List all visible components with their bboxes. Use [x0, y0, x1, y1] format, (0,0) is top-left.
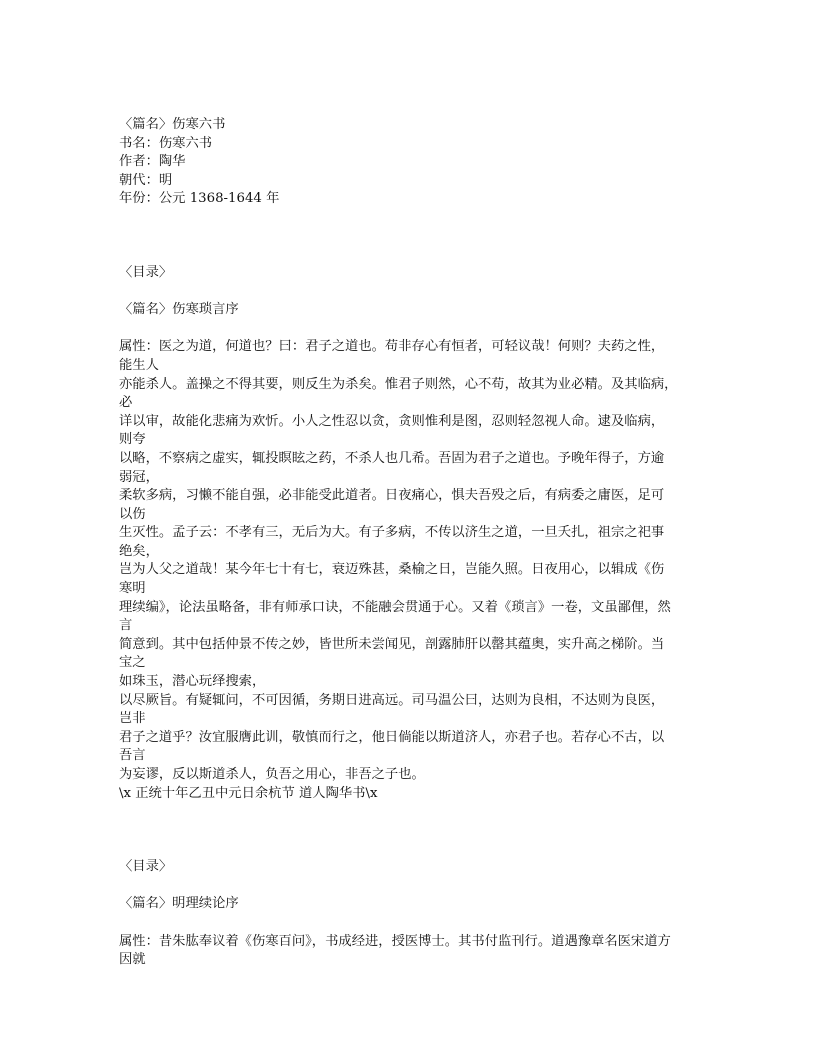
toc-heading: 〈目录〉	[119, 859, 173, 875]
text-line: 属性：昔朱肱奉议着《伤寒百问》，书成经进，授医博士。其书付监刊行。道遇豫章名医宋道方	[119, 933, 671, 949]
text-line: 岂为人父之道哉！某今年七十有七，衰迈殊甚，桑榆之日，岂能久照。日夜用心，以辑成《伤	[119, 562, 665, 578]
text-line: 则夸	[119, 432, 146, 448]
signature-line: \x 正统十年乙丑中元日余杭节 道人陶华书\x	[119, 785, 378, 801]
text-line: 吾言	[119, 748, 146, 764]
years: 年份：公元 1368-1644 年	[119, 191, 280, 207]
text-line: 以尽厥旨。有疑辄问，不可因循，务期日进高远。司马温公曰，达则为良相，不达则为良医，	[119, 692, 665, 708]
book-name: 书名：伤寒六书	[119, 135, 213, 151]
text-line: 简意到。其中包括仲景不传之妙，皆世所未尝闻见，剖露肺肝以罄其蕴奥，实升高之梯阶。当	[119, 636, 665, 652]
toc-heading: 〈目录〉	[119, 264, 173, 280]
preface-body-2	[119, 933, 699, 970]
text-line: 弱冠，	[119, 469, 159, 485]
text-line: 生灭性。孟子云：不孝有三，无后为大。有子多病，不传以济生之道，一旦夭扎，祖宗之祀事	[119, 525, 665, 541]
section-title: 〈篇名〉伤寒琐言序	[119, 302, 239, 318]
section-title: 〈篇名〉明理续论序	[119, 896, 239, 912]
text-line: 如珠玉，潜心玩绎搜索，	[119, 674, 266, 690]
text-line: 因就	[119, 952, 146, 968]
text-line: 以伤	[119, 506, 146, 522]
piece-name: 〈篇名〉伤寒六书	[119, 117, 226, 132]
text-line: 以略，不察病之虚实，辄投瞑眩之药，不杀人也几希。吾固为君子之道也。予晚年得子，方逾	[119, 450, 665, 466]
text-line: 言	[119, 618, 133, 634]
document-page	[119, 116, 699, 970]
preface-body	[119, 338, 699, 803]
text-line: 柔软多病，习懒不能自强，必非能受此道者。日夜痛心，惧夫吾殁之后，有病委之庸医，足可	[119, 488, 665, 504]
text-line: 寒明	[119, 581, 146, 597]
text-line: 亦能杀人。盖操之不得其要，则反生为杀矣。惟君子则然，心不苟，故其为业必精。及其临病，	[119, 376, 678, 392]
text-line: 君子之道乎？汝宜服膺此训，敬慎而行之，他日倘能以斯道济人，亦君子也。若存心不古，以	[119, 729, 665, 745]
text-line: 为妄谬，反以斯道杀人，负吾之用心，非吾之子也。	[119, 767, 425, 782]
header-block	[119, 116, 699, 209]
text-line: 详以审，故能化悲痛为欢忻。小人之性忍以贪，贪则惟利是图，忍则轻忽视人命。逮及临病，	[119, 413, 665, 429]
text-line: 属性：医之为道，何道也？曰：君子之道也。苟非存心有恒者，可轻议哉！何则？夫药之性，	[119, 339, 665, 355]
text-line: 岂非	[119, 711, 146, 727]
text-line: 宝之	[119, 655, 146, 671]
dynasty: 朝代：明	[119, 172, 173, 188]
author: 作者：陶华	[119, 154, 186, 170]
text-line: 理续编》，论法虽略备，非有师承口诀，不能融会贯通于心。又着《琐言》一卷，文虽鄙俚，然	[119, 599, 671, 615]
text-line: 绝矣，	[119, 543, 159, 559]
text-line: 必	[119, 395, 133, 411]
text-line: 能生人	[119, 357, 159, 373]
